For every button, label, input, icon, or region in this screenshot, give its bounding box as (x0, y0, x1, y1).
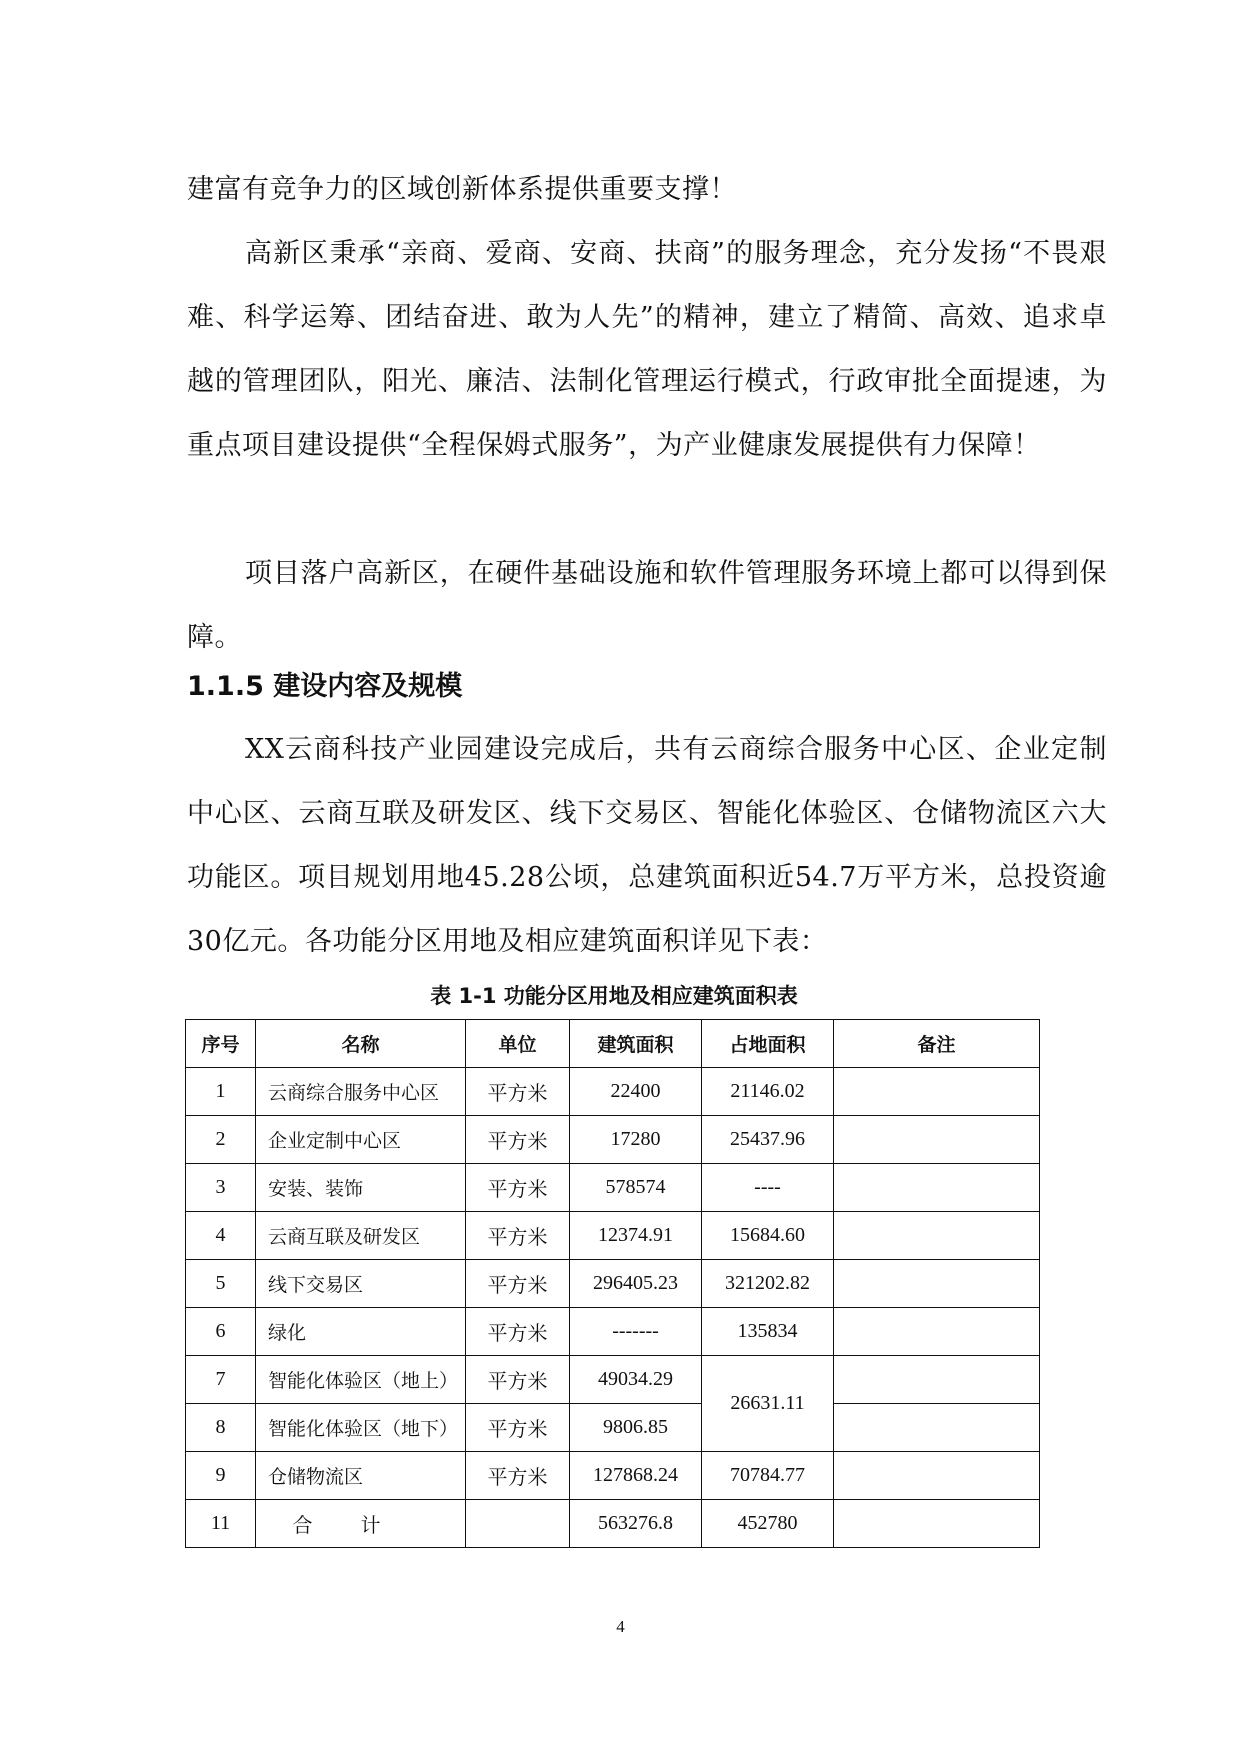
header-name: 名称 (256, 1020, 466, 1068)
cell-unit: 平方米 (466, 1164, 570, 1212)
cell-note (834, 1404, 1040, 1452)
cell-total-label: 合计 (256, 1500, 466, 1548)
table-row (186, 1404, 1040, 1452)
cell-no: 7 (186, 1356, 256, 1404)
cell-land-area: 135834 (702, 1308, 834, 1356)
cell-note (834, 1068, 1040, 1116)
cell-name: 智能化体验区（地上） (256, 1356, 466, 1404)
cell-name: 绿化 (256, 1308, 466, 1356)
cell-unit: 平方米 (466, 1260, 570, 1308)
cell-building-area: 17280 (570, 1116, 702, 1164)
section-heading: 1.1.5 建设内容及规模 (187, 671, 463, 702)
header-land-area: 占地面积 (702, 1020, 834, 1068)
cell-land-area: 321202.82 (702, 1260, 834, 1308)
cell-land-area: 15684.60 (702, 1212, 834, 1260)
table-caption: 表 1-1 功能分区用地及相应建筑面积表 (430, 984, 798, 1008)
table-row (186, 1356, 1040, 1404)
cell-no: 2 (186, 1116, 256, 1164)
table-row (186, 1116, 1040, 1164)
cell-unit: 平方米 (466, 1356, 570, 1404)
cell-note (834, 1164, 1040, 1212)
cell-unit: 平方米 (466, 1308, 570, 1356)
cell-unit: 平方米 (466, 1068, 570, 1116)
header-building-area: 建筑面积 (570, 1020, 702, 1068)
cell-unit (466, 1500, 570, 1548)
cell-no: 6 (186, 1308, 256, 1356)
cell-building-area: 9806.85 (570, 1404, 702, 1452)
cell-name: 仓储物流区 (256, 1452, 466, 1500)
table-row (186, 1212, 1040, 1260)
cell-name: 云商综合服务中心区 (256, 1068, 466, 1116)
cell-building-area: 22400 (570, 1068, 702, 1116)
cell-land-area: 21146.02 (702, 1068, 834, 1116)
cell-land-area: ---- (702, 1164, 834, 1212)
area-table (185, 1019, 1040, 1548)
cell-no: 4 (186, 1212, 256, 1260)
cell-no: 5 (186, 1260, 256, 1308)
table-header-row (186, 1020, 1040, 1068)
cell-unit: 平方米 (466, 1116, 570, 1164)
cell-name: 企业定制中心区 (256, 1116, 466, 1164)
cell-note (834, 1260, 1040, 1308)
paragraph-4: XX云商科技产业园建设完成后，共有云商综合服务中心区、企业定制中心区、云商互联及研发区、线下交易区、智能化体验区、仓储物流区六大功能区。项目规划用地45.28公顷，总建筑面积近54.7万平方米，总投资逾30亿元。各功能分区用地及相应建筑面积详见下表： (187, 734, 1107, 957)
table-row (186, 1260, 1040, 1308)
header-note: 备注 (834, 1020, 1040, 1068)
cell-note (834, 1356, 1040, 1404)
cell-land-area-merged: 26631.11 (702, 1356, 834, 1452)
cell-land-area: 25437.96 (702, 1116, 834, 1164)
cell-no: 11 (186, 1500, 256, 1548)
cell-name: 安装、装饰 (256, 1164, 466, 1212)
cell-building-area: 12374.91 (570, 1212, 702, 1260)
paragraph-2: 高新区秉承“亲商、爱商、安商、扶商”的服务理念，充分发扬“不畏艰难、科学运筹、团结奋进、敢为人先”的精神，建立了精简、高效、追求卓越的管理团队，阳光、廉洁、法制化管理运行模式，行政审批全面提速，为重点项目建设提供“全程保姆式服务”，为产业健康发展提供有力保障！ (187, 238, 1107, 461)
paragraph-1: 建富有竞争力的区域创新体系提供重要支撑！ (187, 174, 737, 205)
cell-name: 云商互联及研发区 (256, 1212, 466, 1260)
cell-land-area: 70784.77 (702, 1452, 834, 1500)
cell-unit: 平方米 (466, 1452, 570, 1500)
cell-name: 线下交易区 (256, 1260, 466, 1308)
header-unit: 单位 (466, 1020, 570, 1068)
cell-building-area: 578574 (570, 1164, 702, 1212)
cell-building-area: ------- (570, 1308, 702, 1356)
table-total-row (186, 1500, 1040, 1548)
cell-land-area-total: 452780 (702, 1500, 834, 1548)
cell-note (834, 1500, 1040, 1548)
cell-building-area: 49034.29 (570, 1356, 702, 1404)
cell-unit: 平方米 (466, 1404, 570, 1452)
cell-unit: 平方米 (466, 1212, 570, 1260)
cell-building-area: 127868.24 (570, 1452, 702, 1500)
cell-note (834, 1452, 1040, 1500)
cell-building-area-total: 563276.8 (570, 1500, 702, 1548)
cell-note (834, 1116, 1040, 1164)
page-number: 4 (616, 1617, 625, 1636)
table-row (186, 1308, 1040, 1356)
table-row (186, 1164, 1040, 1212)
cell-building-area: 296405.23 (570, 1260, 702, 1308)
cell-name: 智能化体验区（地下） (256, 1404, 466, 1452)
cell-no: 9 (186, 1452, 256, 1500)
cell-no: 1 (186, 1068, 256, 1116)
table-row (186, 1068, 1040, 1116)
cell-no: 8 (186, 1404, 256, 1452)
cell-note (834, 1212, 1040, 1260)
cell-no: 3 (186, 1164, 256, 1212)
header-no: 序号 (186, 1020, 256, 1068)
cell-note (834, 1308, 1040, 1356)
table-row (186, 1452, 1040, 1500)
paragraph-3: 项目落户高新区，在硬件基础设施和软件管理服务环境上都可以得到保障。 (187, 558, 1107, 653)
